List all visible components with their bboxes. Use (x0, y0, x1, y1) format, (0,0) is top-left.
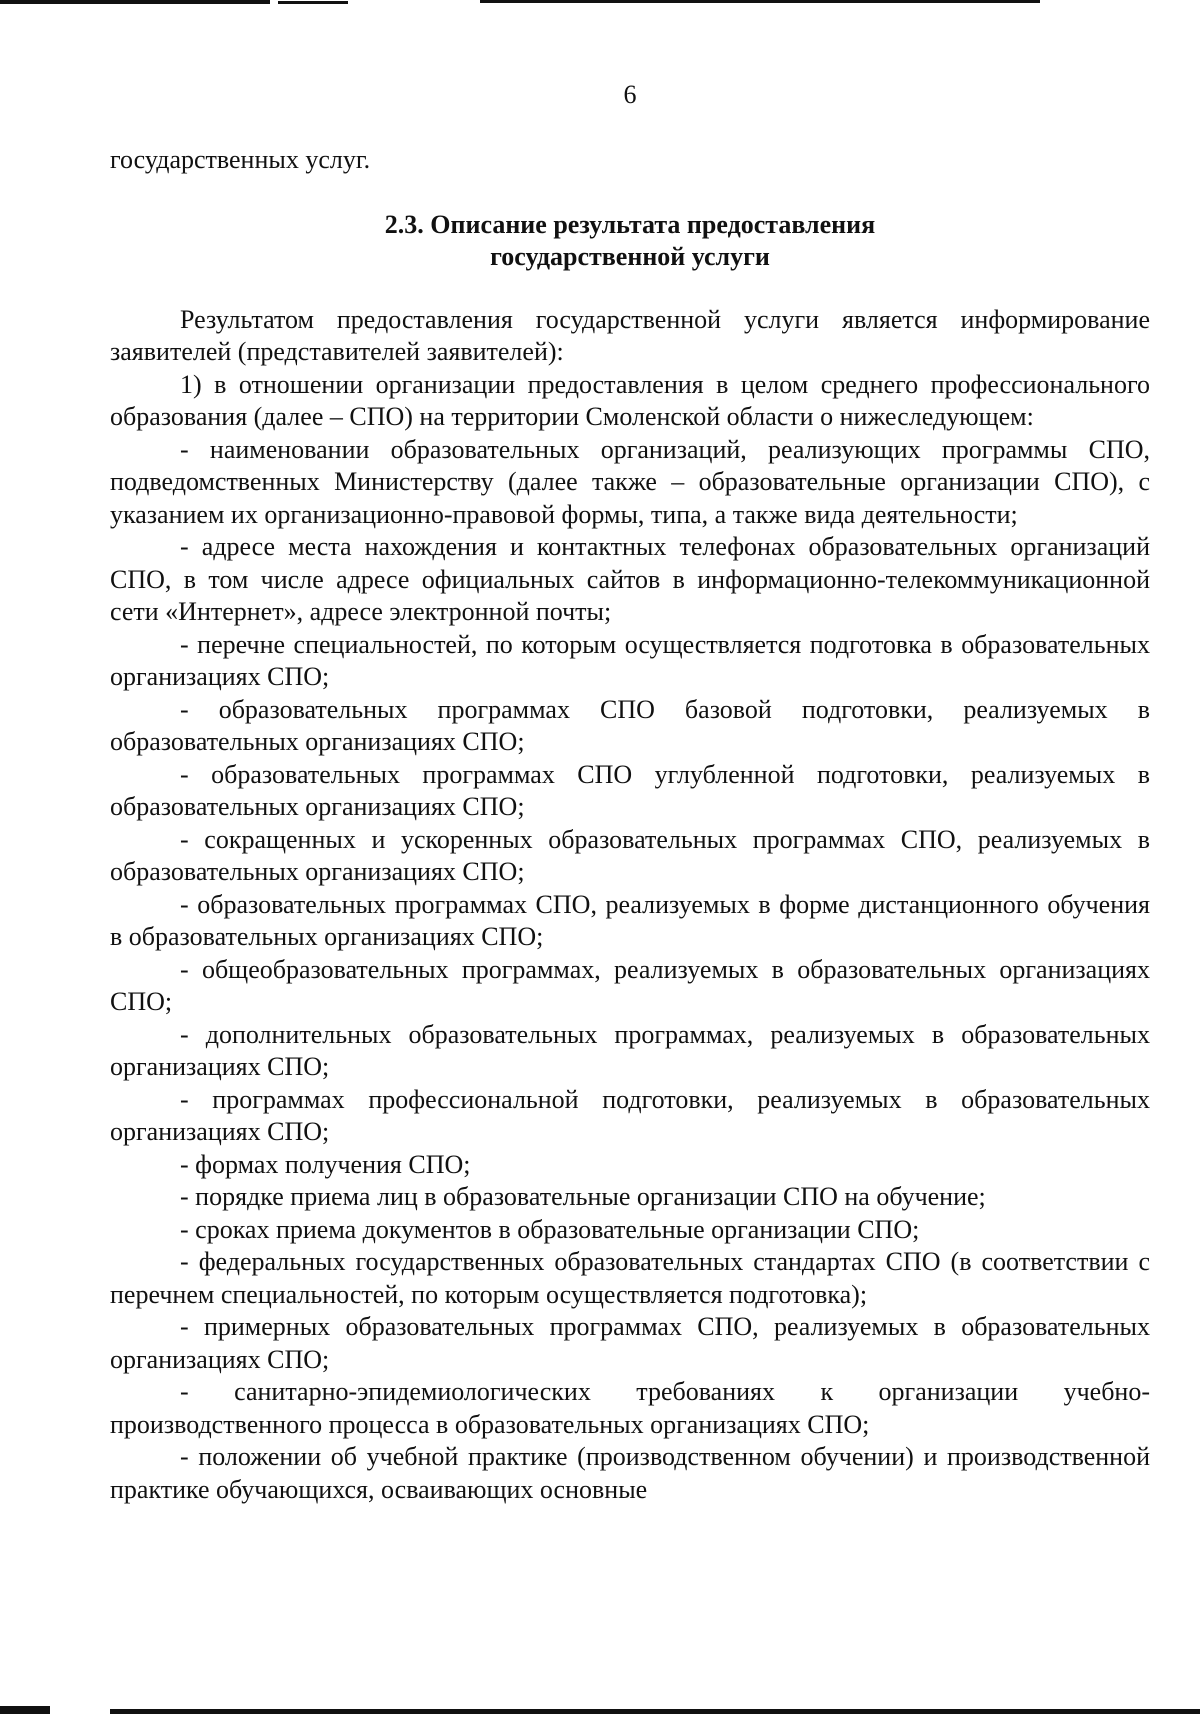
section-title-line-2: государственной услуги (490, 241, 770, 271)
bullet-item: - программах профессиональной подготовки, реализуемых в образовательных организациях СПО; (110, 1084, 1150, 1146)
bullet-item: - перечне специальностей, по которым осуществляется подготовка в образовательных организациях СПО; (110, 629, 1150, 691)
section-title-line-1: 2.3. Описание результата предоставления (384, 209, 876, 239)
intro-paragraph: Результатом предоставления государственной услуги является информирование заявителей (представителей заявителей): (110, 304, 1150, 366)
bullet-item: - дополнительных образовательных программах, реализуемых в образовательных организациях СПО; (110, 1019, 1150, 1081)
bullet-item: - сроках приема документов в образовательные организации СПО; (180, 1214, 920, 1244)
bullet-item: - примерных образовательных программах СПО, реализуемых в образовательных организациях СПО; (110, 1312, 1150, 1374)
bullet-item: - наименовании образовательных организаций, реализующих программы СПО, подведомственных Министерству (далее также – образовательные организации СПО), с указанием их организационно-правовой формы, типа, а также вида деятельности; (110, 434, 1150, 529)
bullet-item: - санитарно-эпидемиологических требованиях к организации учебно-производственного процесса в образовательных организациях СПО; (110, 1377, 1150, 1439)
bullet-item: - порядке приема лиц в образовательные организации СПО на обучение; (180, 1182, 986, 1211)
section-heading (110, 209, 1150, 273)
bullet-item: - образовательных программах СПО, реализуемых в форме дистанционного обучения в образовательных организациях СПО; (110, 889, 1150, 951)
bullet-item: - образовательных программах СПО углубленной подготовки, реализуемых в образовательных организациях СПО; (110, 759, 1150, 821)
bullet-item: - образовательных программах СПО базовой подготовки, реализуемых в образовательных организациях СПО; (110, 694, 1150, 756)
bullet-item: - сокращенных и ускоренных образовательных программах СПО, реализуемых в образовательных организациях СПО; (110, 824, 1150, 886)
continuation-text: государственных услуг. (110, 145, 371, 174)
bullet-item: - положении об учебной практике (производственном обучении) и производственной практике обучающихся, осваивающих основные (110, 1442, 1150, 1504)
scan-edge-top-mid (278, 1, 348, 4)
scan-edge-top-left (0, 0, 270, 4)
document-page (110, 78, 1150, 1506)
bullet-item: - федеральных государственных образовательных стандартах СПО (в соответствии с перечнем специальностей, по которым осуществляется подготовка); (110, 1247, 1150, 1309)
bullet-item: - общеобразовательных программах, реализуемых в образовательных организациях СПО; (110, 954, 1150, 1016)
bullet-item: - адресе места нахождения и контактных телефонах образовательных организаций СПО, в том числе адресе официальных сайтов в информационно-телекоммуникационной сети «Интернет», адресе электронной почты; (110, 532, 1150, 626)
scan-edge-bottom (110, 1709, 1200, 1714)
item-1-paragraph: 1) в отношении организации предоставления в целом среднего профессионального образования (далее – СПО) на территории Смоленской области о нижеследующем: (110, 369, 1150, 431)
scan-edge-top-right (480, 0, 1040, 3)
page-number: 6 (623, 80, 637, 109)
bullet-item: - формах получения СПО; (180, 1149, 471, 1179)
scan-edge-bottom-left (0, 1706, 50, 1714)
